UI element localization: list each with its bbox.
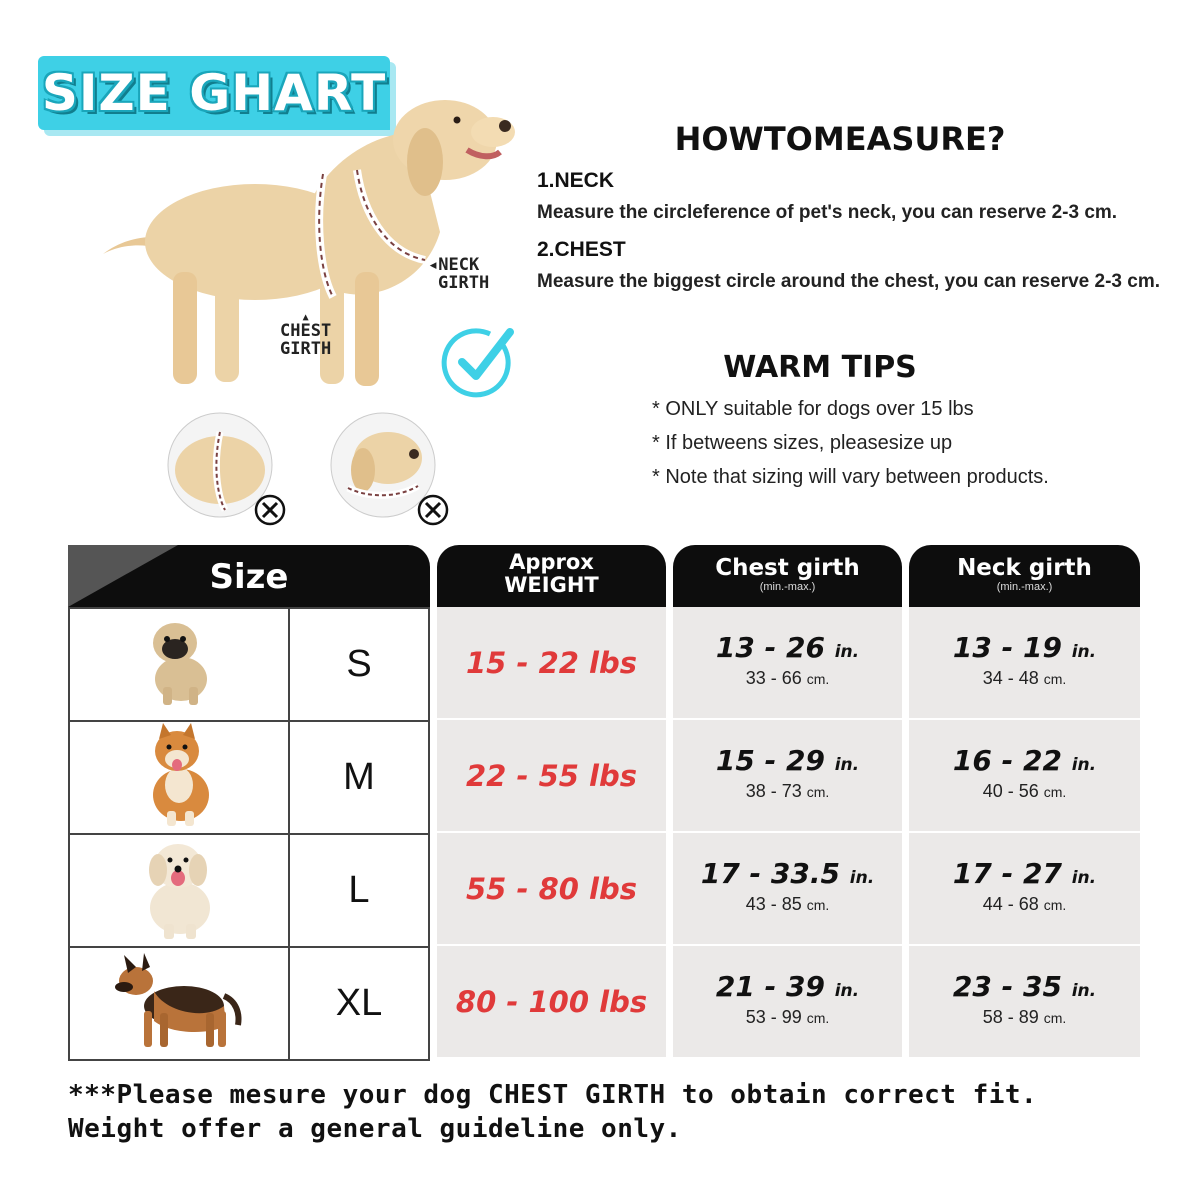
chest-girth-cell [673, 607, 902, 718]
neck-girth-inches: 13 - 19 in. [952, 631, 1097, 664]
dog-image-cell [68, 720, 290, 835]
weight-header: Approx WEIGHT [437, 545, 666, 607]
dog-illustration [114, 951, 244, 1056]
chest-girth-inches: 15 - 29 in. [715, 744, 860, 777]
chest-girth-cm: 33 - 66 cm. [745, 668, 830, 688]
weight-cell [437, 607, 666, 718]
chest-girth-inches: 13 - 26 in. [715, 631, 860, 664]
cross-circle-icon [256, 496, 284, 524]
size-label: L [348, 869, 370, 911]
footer-line-1: ***Please mesure your dog CHEST GIRTH to obtain correct fit. [68, 1080, 1038, 1110]
chest-girth-label: ▲ CHEST GIRTH [280, 312, 332, 359]
size-header [68, 545, 430, 607]
weight-cell [437, 720, 666, 831]
neck-girth-cell [909, 720, 1140, 831]
chest-girth-cm: 43 - 85 cm. [745, 894, 830, 914]
size-label: S [346, 643, 372, 685]
dog-illustration [134, 836, 224, 946]
chest-girth-cell [673, 833, 902, 944]
neck-girth-inches: 17 - 27 in. [952, 857, 1097, 890]
step-neck-title: 1.NECK [537, 169, 615, 192]
size-cell [288, 720, 430, 835]
neck-girth-inches: 16 - 22 in. [952, 744, 1097, 777]
tip-item: * ONLY suitable for dogs over 15 lbs [652, 398, 974, 420]
chest-girth-cell [673, 720, 902, 831]
size-label: M [343, 756, 375, 798]
cross-circle-icon [419, 496, 447, 524]
neck-girth-label: ◂NECK GIRTH [428, 255, 490, 293]
neck-girth-cell [909, 946, 1140, 1057]
neck-girth-header: Neck girth (min.-max.) [909, 545, 1140, 607]
chest-girth-cm: 38 - 73 cm. [745, 781, 830, 801]
wrong-example-chest [165, 410, 295, 530]
dog-illustration [139, 723, 219, 833]
weight-cell [437, 833, 666, 944]
chest-girth-cell [673, 946, 902, 1057]
size-cell [288, 833, 430, 948]
weight-value: 22 - 55 lbs [466, 758, 637, 793]
neck-girth-cell [909, 833, 1140, 944]
weight-value: 55 - 80 lbs [466, 871, 637, 906]
size-label: XL [335, 982, 383, 1024]
tip-item: * Note that sizing will vary between products. [652, 466, 1049, 488]
neck-girth-cm: 44 - 68 cm. [982, 894, 1067, 914]
weight-value: 15 - 22 lbs [466, 645, 637, 680]
dog-image-cell [68, 607, 290, 722]
how-to-measure-heading: HOWTOMEASURE? [674, 120, 1006, 158]
neck-girth-inches: 23 - 35 in. [952, 970, 1097, 1003]
weight-value: 80 - 100 lbs [455, 984, 648, 1019]
weight-cell [437, 946, 666, 1057]
footer-line-2: Weight offer a general guideline only. [68, 1114, 682, 1144]
checkmark-circle-icon [440, 322, 520, 402]
chest-girth-inches: 17 - 33.5 in. [700, 857, 875, 890]
neck-girth-cm: 34 - 48 cm. [982, 668, 1067, 688]
dog-illustration [139, 617, 219, 712]
size-header-label: Size [209, 557, 289, 597]
step-neck-text: Measure the circleference of pet's neck, you can reserve 2-3 cm. [537, 202, 1118, 223]
warm-tips-heading: WARM TIPS [723, 350, 917, 385]
chest-girth-cm: 53 - 99 cm. [745, 1007, 830, 1027]
size-cell [288, 946, 430, 1061]
footer-note [68, 1078, 1168, 1146]
size-cell [288, 607, 430, 722]
wrong-example-neck [328, 410, 458, 530]
step-chest-title: 2.CHEST [537, 238, 626, 261]
tip-item: * If betweens sizes, pleasesize up [652, 432, 953, 454]
neck-girth-cm: 58 - 89 cm. [982, 1007, 1067, 1027]
chest-girth-inches: 21 - 39 in. [715, 970, 860, 1003]
banner-title: SIZE GHART [41, 64, 387, 122]
neck-girth-cell [909, 607, 1140, 718]
dog-image-cell [68, 946, 290, 1061]
chest-girth-header: Chest girth (min.-max.) [673, 545, 902, 607]
step-chest-text: Measure the biggest circle around the chest, you can reserve 2-3 cm. [537, 271, 1161, 292]
dog-image-cell [68, 833, 290, 948]
neck-girth-cm: 40 - 56 cm. [982, 781, 1067, 801]
